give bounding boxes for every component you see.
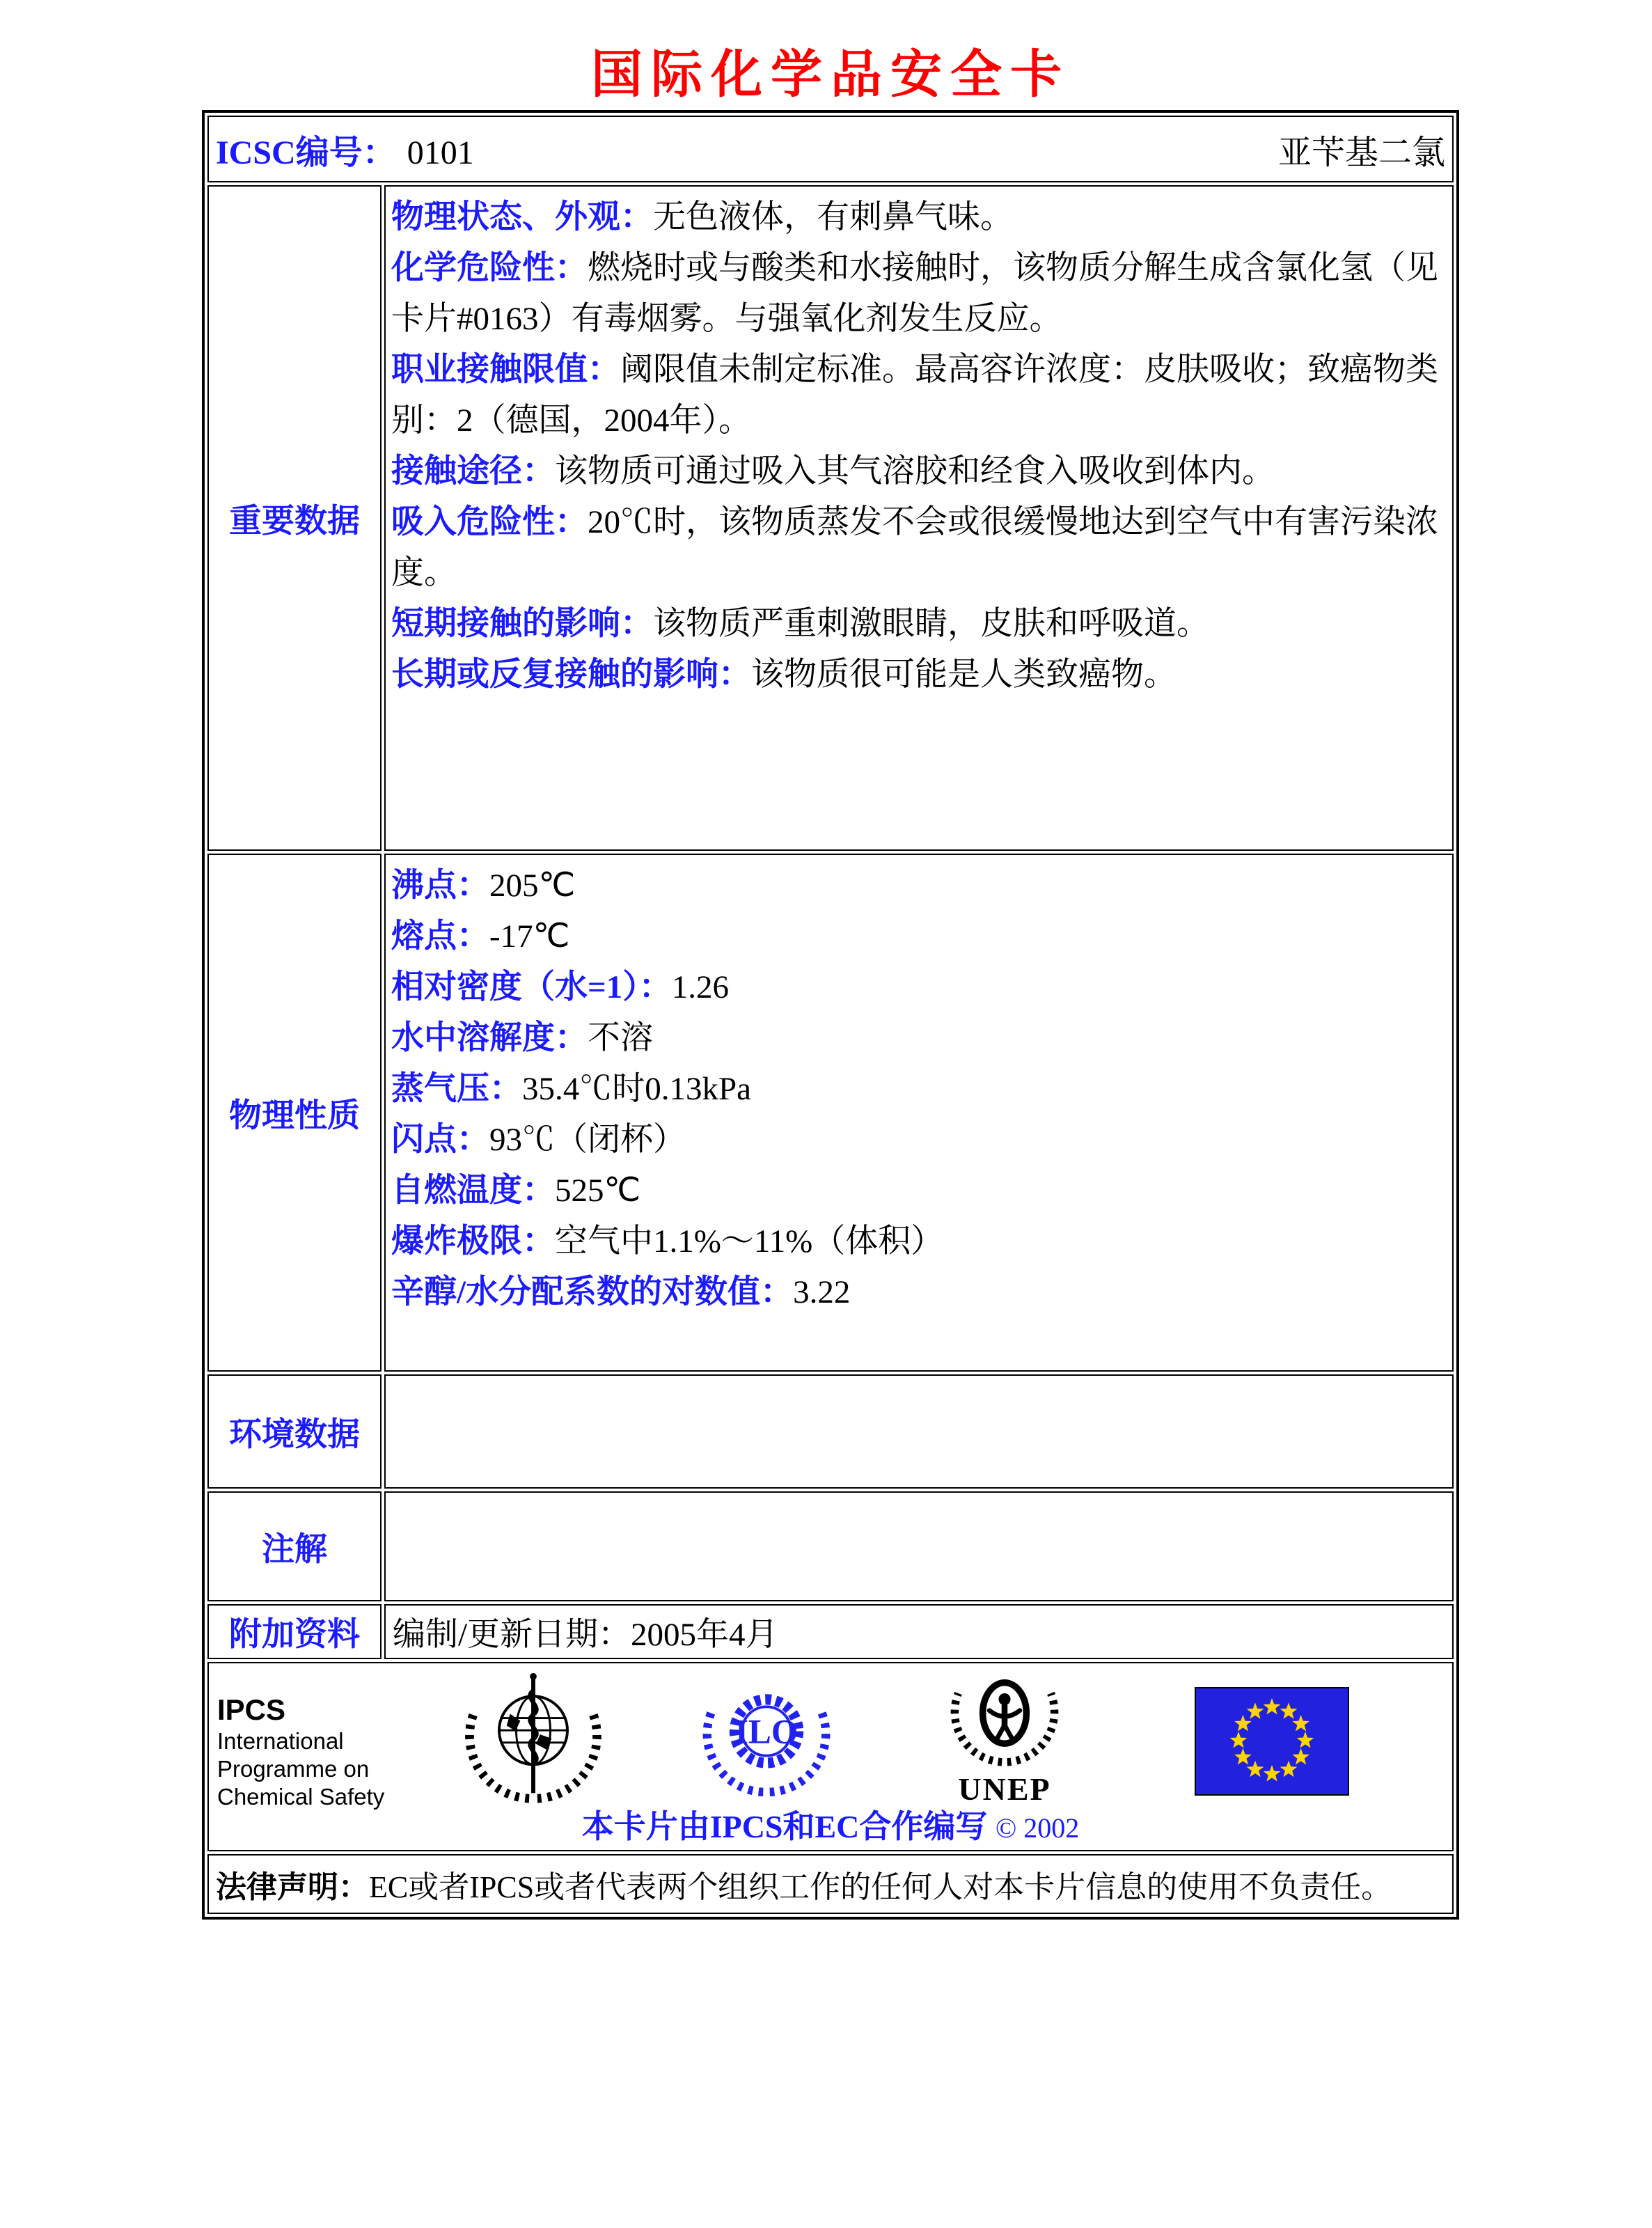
section-label-environmental-data: 环境数据: [207, 1374, 381, 1489]
section-content-environmental-data: [384, 1374, 1454, 1489]
copyright-text: © 2002: [995, 1812, 1080, 1844]
icsc-number-label: ICSC编号：: [216, 134, 396, 171]
field-inhalation-risk-label: 吸入危险性：: [391, 504, 588, 540]
field-vapor-pressure-value: 35.4℃时0.13kPa: [522, 1071, 751, 1107]
field-explosive-limits-value: 空气中1.1%～11%（体积）: [555, 1223, 944, 1260]
section-row-additional-info: [207, 1604, 1454, 1659]
section-content-physical-properties: [384, 854, 1454, 1372]
legal-statement-text: EC或者IPCS或者代表两个组织工作的任何人对本卡片信息的使用不负责任。: [369, 1870, 1392, 1904]
field-relative-density-value: 1.26: [671, 969, 730, 1005]
field-boiling-point-label: 沸点：: [391, 868, 489, 904]
field-explosive-limits-label: 爆炸极限：: [391, 1223, 555, 1260]
section-label-additional-info: 附加资料: [207, 1604, 381, 1659]
field-autoignition-temperature: [391, 1166, 1448, 1216]
field-occupational-exposure-limits-label: 职业接触限值：: [391, 352, 620, 388]
field-melting-point-value: -17℃: [489, 918, 570, 955]
credit-line: [209, 1801, 1452, 1847]
logos-row: [207, 1662, 1454, 1851]
legal-row: [207, 1854, 1454, 1914]
field-exposure-routes: [391, 446, 1448, 497]
field-inhalation-risk: [391, 497, 1448, 599]
field-occupational-exposure-limits: [391, 345, 1448, 446]
section-content-additional-info: [384, 1604, 1454, 1659]
ipcs-line-3: Chemical Safety: [217, 1784, 385, 1810]
section-content-important-data: [384, 185, 1454, 851]
section-label-physical-properties: 物理性质: [207, 854, 381, 1372]
field-explosive-limits: [391, 1216, 1448, 1267]
ilo-logo-icon: [700, 1672, 833, 1807]
field-autoignition-temperature-label: 自燃温度：: [391, 1172, 555, 1209]
field-octanol-water-partition-value: 3.22: [793, 1274, 851, 1310]
field-relative-density-label: 相对密度（水=1）：: [391, 969, 672, 1005]
section-label-important-data: 重要数据: [207, 185, 381, 851]
field-short-term-effects: [391, 599, 1448, 650]
section-row-notes: [207, 1491, 1454, 1601]
icsc-card-table: [202, 110, 1459, 1920]
header-cell: [207, 116, 1454, 182]
field-exposure-routes-value: 该物质可通过吸入其气溶胶和经食入吸收到体内。: [555, 453, 1275, 489]
field-long-term-effects-label: 长期或反复接触的影响：: [391, 657, 751, 693]
unep-logo-icon: [938, 1669, 1071, 1771]
field-octanol-water-partition-label: 辛醇/水分配系数的对数值：: [391, 1274, 794, 1310]
legal-cell: [207, 1854, 1454, 1914]
credit-text: 本卡片由IPCS和EC合作编写: [581, 1809, 988, 1844]
section-row-important-data: [207, 185, 1454, 851]
icsc-number-value: 0101: [407, 134, 474, 171]
field-water-solubility-label: 水中溶解度：: [391, 1020, 588, 1056]
update-date-text: 编制/更新日期：2005年4月: [393, 1617, 778, 1653]
field-boiling-point: [391, 861, 1448, 911]
field-inhalation-risk-value: 20℃时，该物质蒸发不会或很缓慢地达到空气中有害污染浓度。: [391, 504, 1438, 591]
field-physical-state-value: 无色液体，有刺鼻气味。: [653, 199, 1013, 235]
legal-statement-label: 法律声明：: [216, 1870, 369, 1904]
field-long-term-effects-value: 该物质很可能是人类致癌物。: [751, 657, 1177, 693]
field-water-solubility: [391, 1013, 1448, 1064]
field-flash-point: [391, 1115, 1448, 1166]
section-label-notes: 注解: [207, 1491, 381, 1601]
field-vapor-pressure: [391, 1064, 1448, 1115]
field-flash-point-label: 闪点：: [391, 1122, 489, 1158]
field-exposure-routes-label: 接触途径：: [391, 453, 555, 489]
field-chemical-danger: [391, 243, 1448, 345]
field-vapor-pressure-label: 蒸气压：: [391, 1071, 522, 1107]
icsc-number-group: [216, 125, 474, 173]
chemical-name: 亚苄基二氯: [1277, 134, 1445, 171]
header-row: [207, 116, 1454, 182]
section-row-environmental-data: [207, 1374, 1454, 1489]
field-physical-state-label: 物理状态、外观：: [391, 199, 653, 235]
field-octanol-water-partition: [391, 1267, 1448, 1318]
unep-logo-block: [938, 1669, 1071, 1806]
field-short-term-effects-value: 该物质严重刺激眼睛，皮肤和呼吸道。: [653, 606, 1209, 642]
who-logo-icon: [465, 1668, 601, 1810]
field-water-solubility-value: 不溶: [588, 1020, 653, 1056]
field-chemical-danger-label: 化学危险性：: [391, 250, 588, 286]
field-melting-point: [391, 911, 1448, 962]
field-autoignition-temperature-value: 525℃: [555, 1172, 641, 1209]
field-physical-state: [391, 192, 1448, 243]
field-chemical-danger-value: 燃烧时或与酸类和水接触时，该物质分解生成含氯化氢（见卡片#0163）有毒烟雾。与强氧化剂发生反应。: [391, 250, 1438, 337]
ilo-letters: ILO: [734, 1712, 799, 1751]
field-occupational-exposure-limits-value: 阈限值未制定标准。最高容许浓度：皮肤吸收；致癌物类别：2（德国，2004年）。: [391, 352, 1438, 439]
eu-flag-icon: [1195, 1687, 1349, 1799]
field-long-term-effects: [391, 650, 1448, 700]
page-title: 国际化学品安全卡: [591, 45, 1070, 103]
logos-cell: [207, 1662, 1454, 1851]
section-content-notes: [384, 1491, 1454, 1601]
section-row-physical-properties: [207, 854, 1454, 1372]
field-boiling-point-value: 205℃: [489, 868, 576, 904]
ipcs-line-1: International: [217, 1728, 344, 1754]
field-short-term-effects-label: 短期接触的影响：: [391, 606, 653, 642]
ipcs-line-2: Programme on: [217, 1756, 370, 1782]
field-flash-point-value: 93℃（闭杯）: [489, 1122, 686, 1158]
ipcs-title: IPCS: [217, 1693, 286, 1726]
field-melting-point-label: 熔点：: [391, 918, 489, 955]
field-relative-density: [391, 962, 1448, 1013]
ipcs-text-block: [217, 1693, 384, 1811]
unep-label: UNEP: [958, 1771, 1051, 1807]
